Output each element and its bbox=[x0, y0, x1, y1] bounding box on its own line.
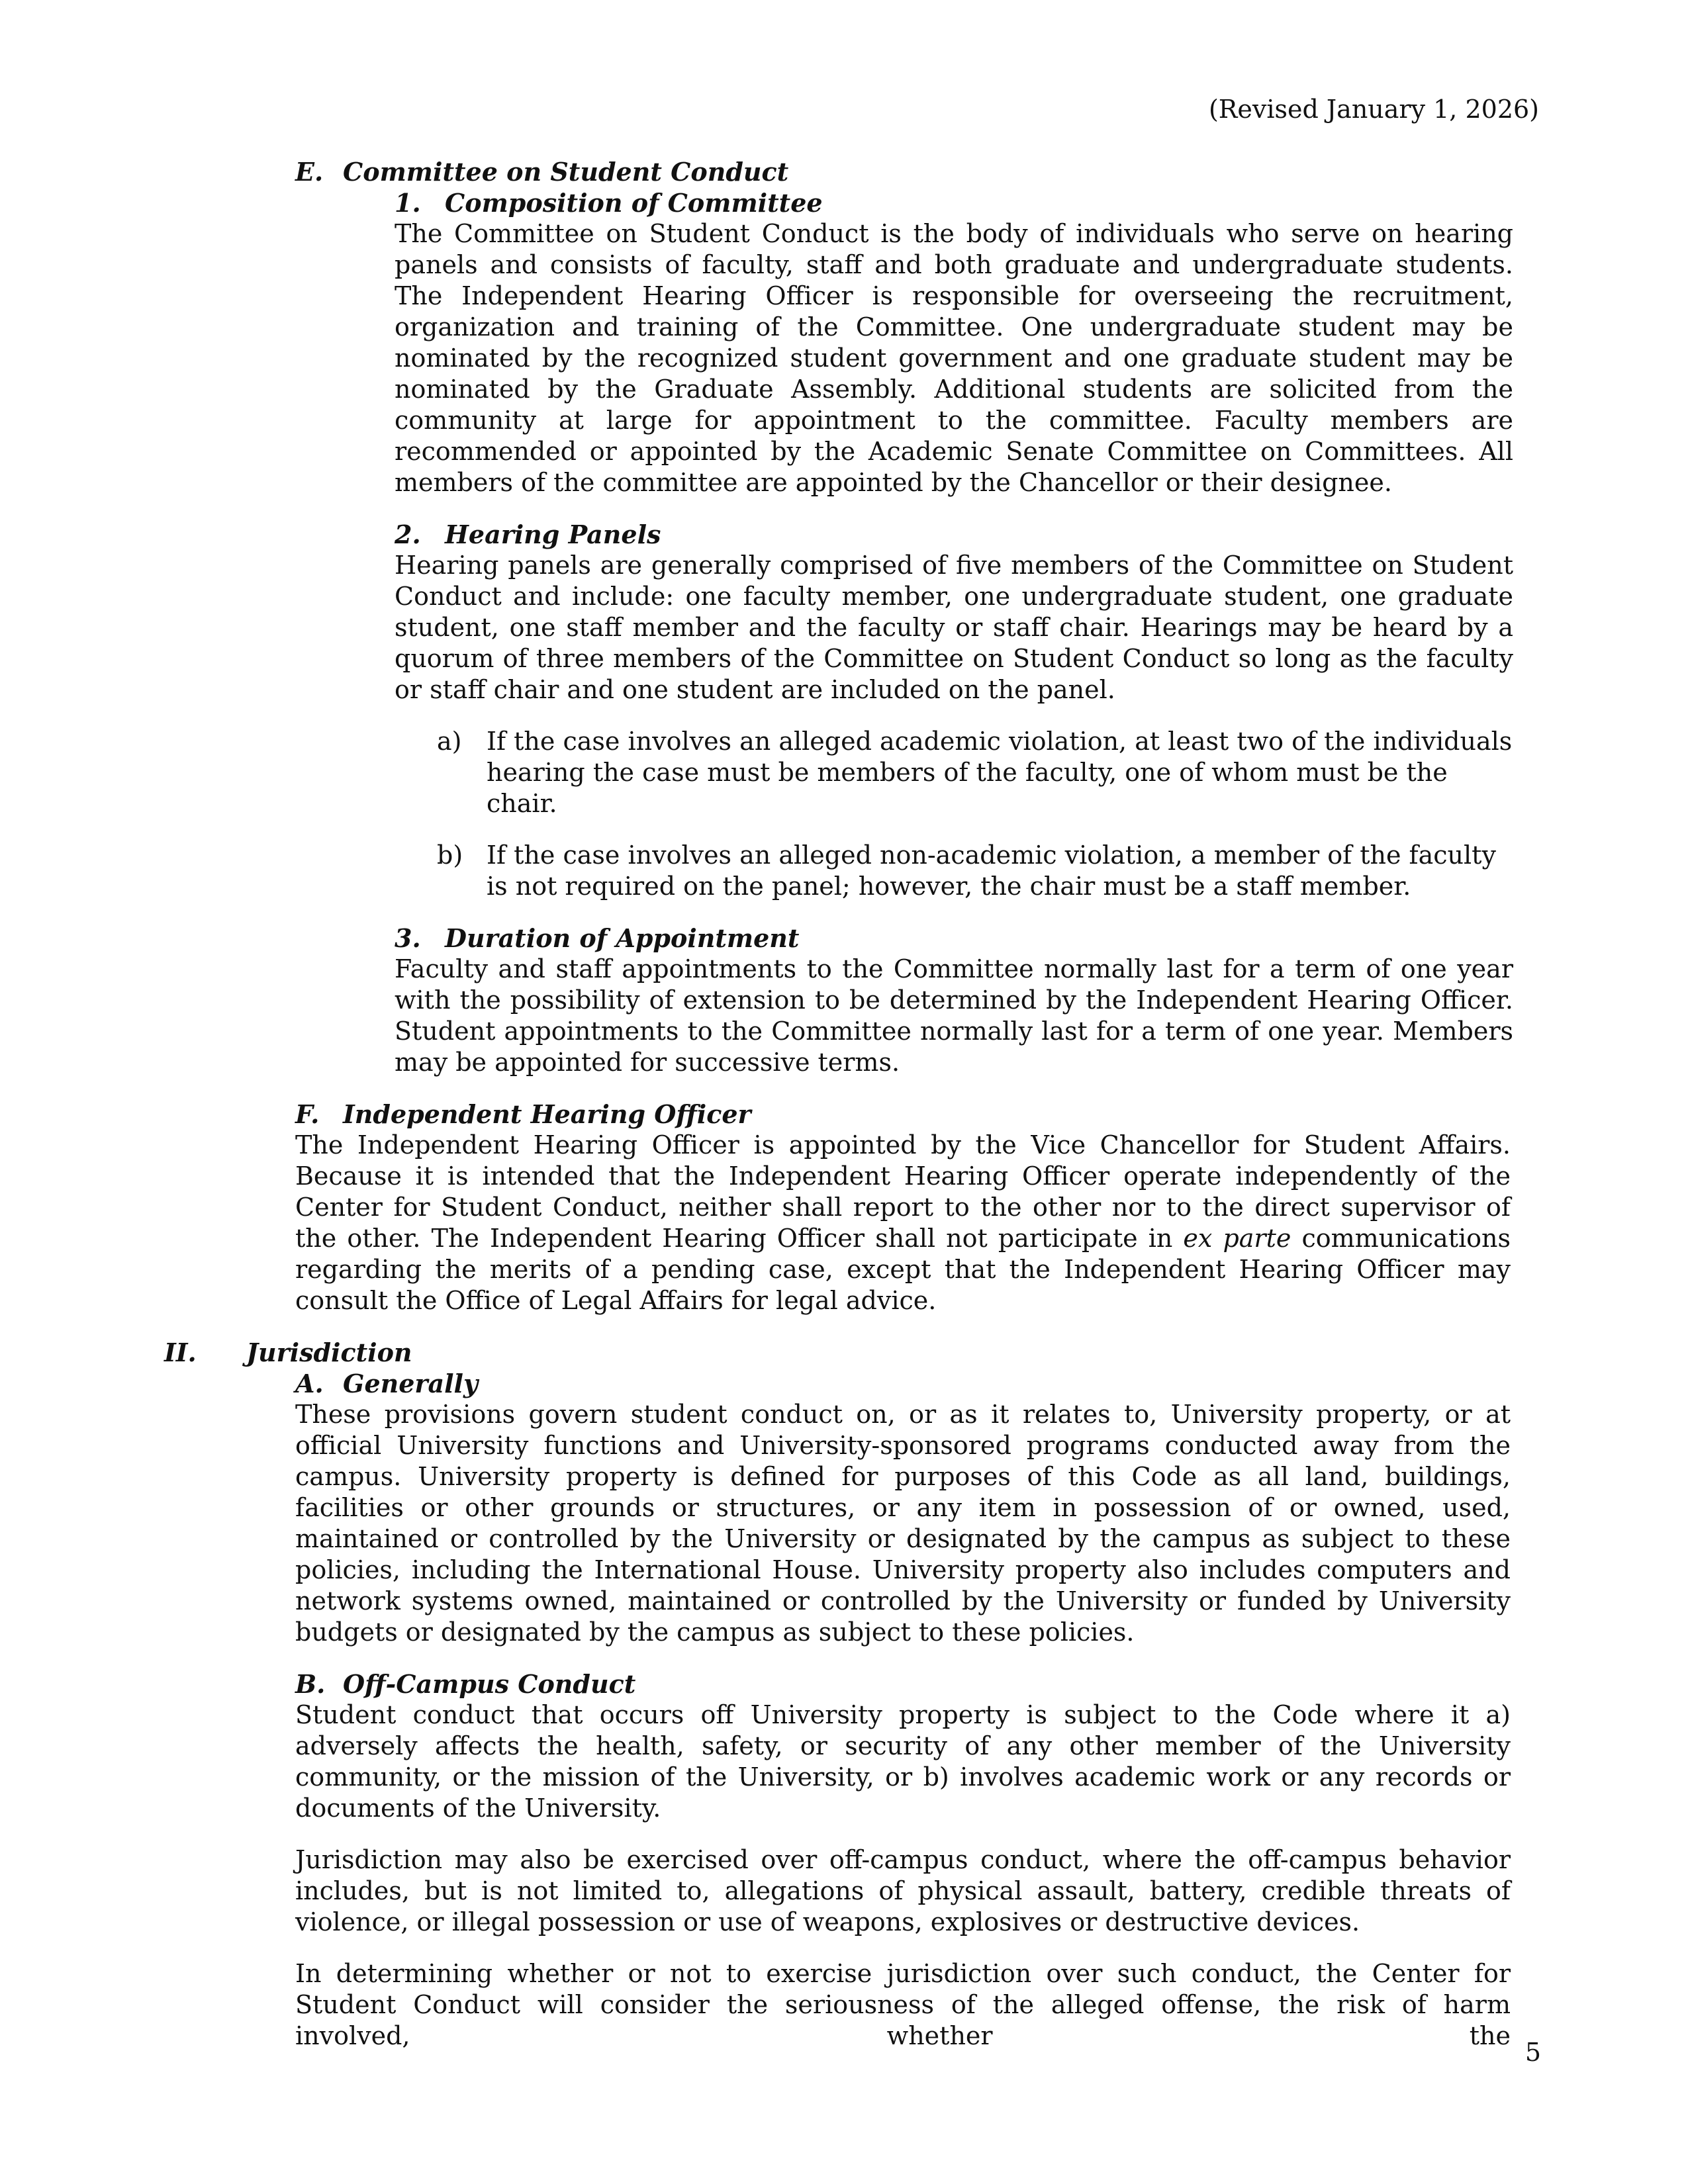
page-number: 5 bbox=[1524, 2038, 1541, 2067]
subsection-e2-heading bbox=[395, 519, 1688, 550]
list-item-b-marker: b) bbox=[437, 841, 463, 870]
section-ii-heading bbox=[164, 1337, 1688, 1368]
subsection-iib-paragraph-1: Student conduct that occurs off University property is subject to the Code where it a) adversely affects the health, safety, or security of any other member of the University community, or the mission of the University, or b) involves academic work or any records or documents of the University. bbox=[295, 1700, 1511, 1823]
section-f-body-start: The Independent Hearing Officer is appointed by the Vice Chancellor for Student Affairs. Because it is intended that the Independent Hearing Officer operate independently of the Center for Student Conduct, neither shall report to the other nor to the direct supervisor of the other. The Independent Hearing Officer shall not participate in bbox=[295, 1130, 1511, 1253]
subsection-iib-marker: B. bbox=[295, 1669, 326, 1699]
subsection-e1-body: The Committee on Student Conduct is the body of individuals who serve on hearing panels and consists of faculty, staff and both graduate and undergraduate students. The Independent Hearing Officer is responsible for overseeing the recruitment, organization and training of the Committee. One undergraduate student may be nominated by the recognized student government and one graduate student may be nominated by the Graduate Assembly. Additional students are solicited from the community at large for appointment to the committee. Faculty members are recommended or appointed by the Academic Senate Committee on Committees. All members of the committee are appointed by the Chancellor or their designee. bbox=[395, 219, 1513, 497]
section-f-body-end: communications regarding the merits of a pending case, except that the Independent Hearing Officer may consult the Office of Legal Affairs for legal advice. bbox=[295, 1224, 1511, 1315]
subsection-iib-title: Off-Campus Conduct bbox=[343, 1669, 636, 1699]
subsection-e3-heading bbox=[395, 923, 1688, 954]
section-f-title: Independent Hearing Officer bbox=[343, 1099, 751, 1129]
subsection-iia-body: These provisions govern student conduct on, or as it relates to, University property, or at official University functions and University-sponsored programs conducted away from the campus. University property is defined for purposes of this Code as all land, buildings, facilities or other grounds or structures, or any item in possession of or owned, used, maintained or controlled by the University or designated by the campus as subject to these policies, including the International House. University property also includes computers and network systems owned, maintained or controlled by the University or funded by University budgets or designated by the campus as subject to these policies. bbox=[295, 1400, 1511, 1647]
section-f-body bbox=[295, 1130, 1511, 1316]
list-item-b bbox=[437, 840, 1523, 902]
subsection-iia-heading bbox=[295, 1368, 1688, 1399]
subsection-e1-title: Composition of Committee bbox=[445, 188, 823, 218]
section-f-marker: F. bbox=[295, 1099, 320, 1129]
section-f-body-italic: ex parte bbox=[1183, 1224, 1291, 1253]
list-item-a-marker: a) bbox=[437, 727, 462, 756]
list-item-a-text: If the case involves an alleged academic violation, at least two of the individuals hearing the case must be members of the faculty, one of whom must be the chair. bbox=[487, 727, 1513, 818]
subsection-e3-marker: 3. bbox=[395, 923, 421, 953]
subsection-e1-heading bbox=[395, 187, 1688, 218]
subsection-e2-body: Hearing panels are generally comprised of five members of the Committee on Student Conduct and include: one faculty member, one undergraduate student, one graduate student, one staff member and the faculty or staff chair. Hearings may be heard by a quorum of three members of the Committee on Student Conduct so long as the faculty or staff chair and one student are included on the panel. bbox=[395, 551, 1513, 704]
revision-date: (Revised January 1, 2026) bbox=[1208, 95, 1539, 124]
subsection-e2-marker: 2. bbox=[395, 520, 421, 549]
subsection-e3-title: Duration of Appointment bbox=[445, 923, 800, 953]
subsection-e2-title: Hearing Panels bbox=[445, 520, 661, 549]
section-ii-marker: II. bbox=[164, 1338, 197, 1367]
subsection-iib-heading bbox=[295, 1668, 1688, 1700]
subsection-iib-paragraph-2: Jurisdiction may also be exercised over off-campus conduct, where the off-campus behavior includes, but is not limited to, allegations of physical assault, battery, credible threats of violence, or illegal possession or use of weapons, explosives or destructive devices. bbox=[295, 1845, 1511, 1936]
section-f-heading bbox=[295, 1099, 1688, 1130]
section-e-heading bbox=[295, 156, 1688, 187]
subsection-iia-title: Generally bbox=[343, 1369, 479, 1398]
list-item-a bbox=[437, 726, 1523, 819]
subsection-e1-marker: 1. bbox=[395, 188, 421, 218]
subsection-iia-marker: A. bbox=[295, 1369, 324, 1398]
section-e-marker: E. bbox=[295, 157, 324, 187]
list-item-b-text: If the case involves an alleged non-academic violation, a member of the faculty is not required on the panel; however, the chair must be a staff member. bbox=[487, 841, 1496, 901]
subsection-e3-body: Faculty and staff appointments to the Committee normally last for a term of one year with the possibility of extension to be determined by the Independent Hearing Officer. Student appointments to the Committee normally last for a term of one year. Members may be appointed for successive terms. bbox=[395, 954, 1513, 1077]
section-ii-title: Jurisdiction bbox=[246, 1338, 412, 1367]
subsection-iib-paragraph-3: In determining whether or not to exercise jurisdiction over such conduct, the Center for Student Conduct will consider the seriousness of the alleged offense, the risk of harm involved, whether the bbox=[295, 1959, 1511, 2050]
section-e-title: Committee on Student Conduct bbox=[343, 157, 789, 187]
document-content bbox=[0, 156, 1688, 2052]
